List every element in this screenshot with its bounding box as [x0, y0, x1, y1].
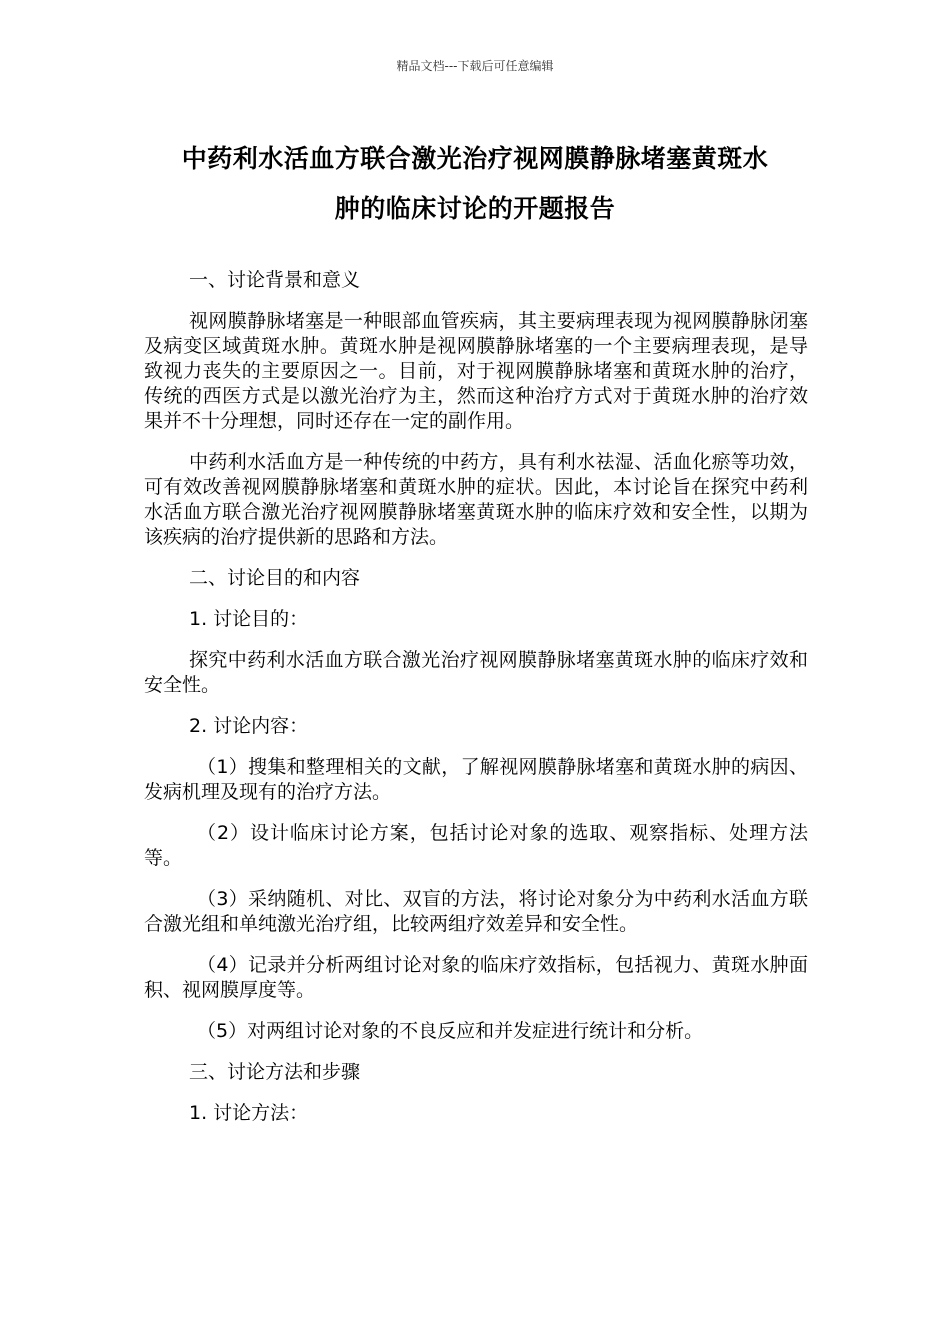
section-heading-background: 一、讨论背景和意义: [189, 269, 361, 291]
content-item-4: （4）记录并分析两组讨论对象的临床疗效指标，包括视力、黄斑水肿面积、视网膜厚度等。: [144, 954, 808, 1001]
subheading-content: 2. 讨论内容：: [189, 715, 309, 737]
title-line-2: 肿的临床讨论的开题报告: [334, 194, 616, 223]
section-heading-methods: 三、讨论方法和步骤: [189, 1061, 361, 1083]
title-line-1: 中药利水活血方联合激光治疗视网膜静脉堵塞黄斑水: [181, 144, 769, 173]
paragraph-background-2: 中药利水活血方是一种传统的中药方，具有利水祛湿、活血化瘀等功效，可有效改善视网膜静脉堵塞和黄斑水肿的症状。因此，本讨论旨在探究中药利水活血方联合激光治疗视网膜静脉堵塞黄斑水肿的临床疗效和安全性，以期为该疾病的治疗提供新的思路和方法。: [144, 451, 808, 548]
section-heading-purpose: 二、讨论目的和内容: [189, 567, 361, 589]
subheading-purpose: 1. 讨论目的：: [189, 608, 309, 630]
page-header: 精品文档---下载后可任意编辑: [396, 59, 554, 73]
paragraph-purpose: 探究中药利水活血方联合激光治疗视网膜静脉堵塞黄斑水肿的临床疗效和安全性。: [144, 649, 808, 696]
document-body: [144, 268, 808, 1142]
content-item-5: （5）对两组讨论对象的不良反应和并发症进行统计和分析。: [197, 1020, 704, 1042]
subheading-methods: 1. 讨论方法：: [189, 1102, 309, 1124]
paragraph-background-1: 视网膜静脉堵塞是一种眼部血管疾病，其主要病理表现为视网膜静脉闭塞及病变区域黄斑水肿。黄斑水肿是视网膜静脉堵塞的一个主要病理表现，是导致视力丧失的主要原因之一。目前，对于视网膜静脉堵塞和黄斑水肿的治疗，传统的西医方式是以激光治疗为主，然而这种治疗方式对于黄斑水肿的治疗效果并不十分理想，同时还存在一定的副作用。: [144, 310, 808, 432]
document-title: [140, 134, 810, 234]
content-item-2: （2）设计临床讨论方案，包括讨论对象的选取、观察指标、处理方法等。: [144, 822, 808, 869]
content-item-1: （1）搜集和整理相关的文献，了解视网膜静脉堵塞和黄斑水肿的病因、发病机理及现有的治疗方法。: [144, 756, 808, 803]
content-item-3: （3）采纳随机、对比、双盲的方法，将讨论对象分为中药利水活血方联合激光组和单纯激光治疗组，比较两组疗效差异和安全性。: [144, 888, 808, 935]
